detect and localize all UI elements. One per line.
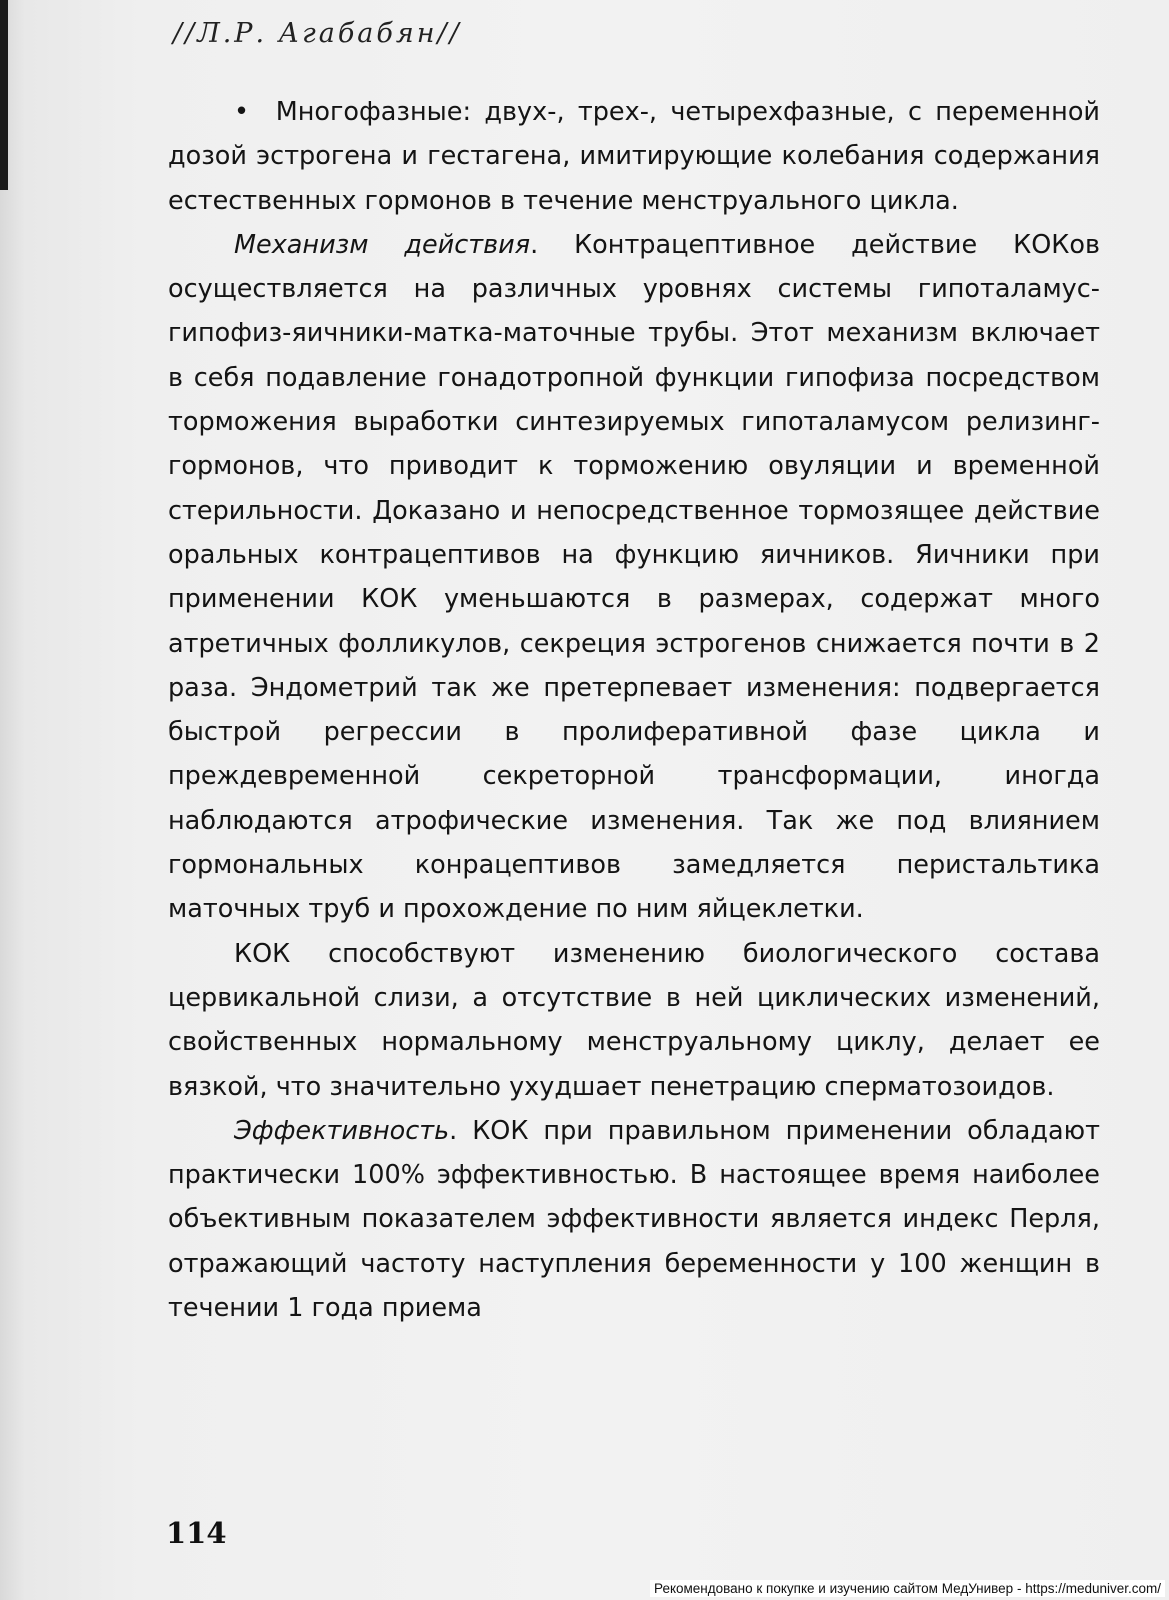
bullet-item-text: Многофазные: двух-, трех-, четырехфазные, с переменной дозой эстрогена и гестагена, имитирующие колебания содержания естественных гормонов в течение менструального цикла. [168,97,1100,216]
paragraph-mechanism-heading: Механизм действия [234,229,531,260]
body-text [168,90,1100,1330]
paragraph-mechanism-text: . Контрацептивное действие КОКов осуществляется на различных уровнях системы гипоталамус-гипофиз-яичники-матка-маточные трубы. Этот механизм включает в себя подавление гонадотропной функции гипофиза посредством торможения выработки синтезируемых гипоталамусом релизинг-гормонов, что приводит к торможению овуляции и временной стерильности. Доказано и непосредственное тормозящее действие оральных контрацептивов на функцию яичников. Яичники при применении КОК уменьшаются в размерах, содержат много атретичных фолликулов, секреция эстрогенов снижается почти в 2 раза. Эндометрий так же претерпевает изменения: подвергается быстрой регрессии в пролиферативной фазе цикла и преждевременной секреторной трансформации, иногда наблюдаются атрофические изменения. Так же под влиянием гормональных конрацептивов замедляется перистальтика маточных труб и прохождение по ним яйцеклетки. [168,229,1100,925]
paragraph-efficiency [168,1109,1100,1330]
bullet-item [168,90,1100,223]
footer-credit: Рекомендовано к покупке и изучению сайтом МедУнивер - https://meduniver.com/ [650,1580,1165,1597]
page-number: 114 [166,1516,227,1550]
bullet-icon: • [234,97,250,127]
paragraph-efficiency-text: . КОК при правильном применении обладают практически 100% эффективностью. В настоящее время наиболее объективным показателем эффективности является индекс Перля, отражающий частоту наступления беременности у 100 женщин в течении 1 года приема [168,1115,1100,1324]
paragraph-efficiency-heading: Эффективность [234,1115,450,1146]
running-head: //Л.Р. Агабабян// [173,18,462,49]
paragraph-mucus: КОК способствуют изменению биологического состава цервикальной слизи, а отсутствие в ней циклических изменений, свойственных нормальному менструальному циклу, делает ее вязкой, что значительно ухудшает пенетрацию сперматозоидов. [168,938,1100,1102]
scan-edge-mark [0,0,8,190]
paragraph-mechanism [168,223,1100,932]
